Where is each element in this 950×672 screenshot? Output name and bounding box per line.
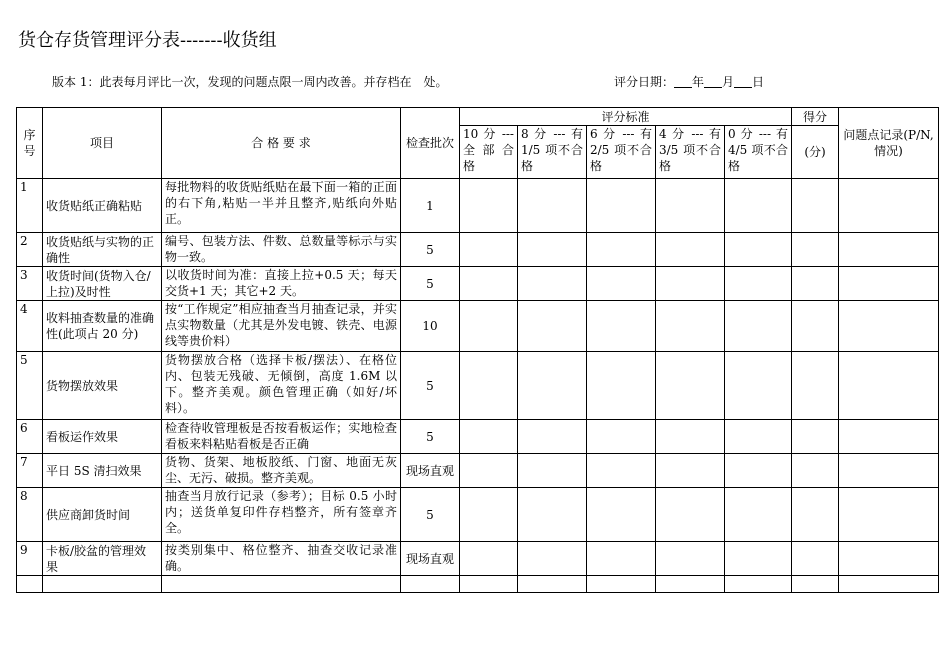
header-requirement: 合 格 要 求 [162,108,401,179]
score-cell[interactable] [518,179,587,233]
blank-cell[interactable] [587,576,656,593]
score-cell[interactable] [725,420,792,454]
table-row [17,488,939,542]
level-6: 6 分 --- 有2/5 项不合格 [587,126,656,179]
blank-cell[interactable] [162,576,401,593]
row-batch: 5 [401,420,460,454]
row-requirement: 货物、货架、地板胶纸、门窗、地面无灰尘、无污、破损。整齐美观。 [162,454,401,488]
score-cell[interactable] [518,542,587,576]
blank-cell[interactable] [656,576,725,593]
row-seq: 4 [17,301,43,352]
score-cell[interactable] [656,420,725,454]
level-0: 0 分 --- 有4/5 项不合格 [725,126,792,179]
table-row [17,352,939,420]
score-cell[interactable] [725,267,792,301]
score-cell[interactable] [725,179,792,233]
blank-cell[interactable] [460,576,518,593]
score-cell[interactable] [518,488,587,542]
header-score: 得分 [792,108,839,126]
row-item: 平日 5S 清扫效果 [43,454,162,488]
table-row [17,301,939,352]
score-cell[interactable] [656,233,725,267]
level-8: 8 分 --- 有1/5 项不合格 [518,126,587,179]
header-seq: 序号 [17,108,43,179]
score-cell[interactable] [792,454,839,488]
score-cell[interactable] [656,267,725,301]
record-cell[interactable] [839,488,939,542]
row-item: 收货贴纸正确粘贴 [43,179,162,233]
page-title: 货仓存货管理评分表-------收货组 [18,30,277,51]
score-cell[interactable] [518,420,587,454]
score-cell[interactable] [792,420,839,454]
row-requirement: 按类别集中、格位整齐、抽查交收记录准确。 [162,542,401,576]
level-4: 4 分 --- 有3/5 项不合格 [656,126,725,179]
row-batch: 现场直观 [401,454,460,488]
row-batch: 5 [401,488,460,542]
blank-cell[interactable] [839,576,939,593]
row-batch: 10 [401,301,460,352]
score-cell[interactable] [460,454,518,488]
record-cell[interactable] [839,454,939,488]
score-cell[interactable] [587,454,656,488]
header-score-standard: 评分标准 [460,108,792,126]
score-cell[interactable] [656,301,725,352]
score-cell[interactable] [725,301,792,352]
score-cell[interactable] [587,267,656,301]
score-date-label: 评分日期： [614,75,675,89]
score-cell[interactable] [725,542,792,576]
score-cell[interactable] [518,233,587,267]
row-requirement: 编号、包装方法、件数、总数量等标示与实物一致。 [162,233,401,267]
row-item: 货物摆放效果 [43,352,162,420]
score-cell[interactable] [792,488,839,542]
blank-cell[interactable] [401,576,460,593]
score-cell[interactable] [656,488,725,542]
row-seq: 2 [17,233,43,267]
header-row-1 [17,108,939,126]
row-batch: 1 [401,179,460,233]
score-cell[interactable] [656,352,725,420]
score-cell[interactable] [518,352,587,420]
score-cell[interactable] [792,233,839,267]
table-row [17,420,939,454]
score-cell[interactable] [587,301,656,352]
year-label: 年 [692,75,705,89]
row-requirement: 每批物料的收货贴纸贴在最下面一箱的正面的右下角,粘贴一半并且整齐,贴纸向外贴正。 [162,179,401,233]
header-score-unit: (分) [792,126,839,179]
row-batch: 5 [401,267,460,301]
score-cell[interactable] [656,179,725,233]
score-cell[interactable] [460,420,518,454]
record-cell[interactable] [839,301,939,352]
score-cell[interactable] [460,233,518,267]
blank-cell[interactable] [518,576,587,593]
row-item: 看板运作效果 [43,420,162,454]
row-item: 收货时间(货物入仓/上拉)及时性 [43,267,162,301]
row-batch: 5 [401,352,460,420]
row-requirement: 以收货时间为准：直接上拉+0.5 天；每天交货+1 天；其它+2 天。 [162,267,401,301]
row-seq: 3 [17,267,43,301]
table-row [17,233,939,267]
record-cell[interactable] [839,267,939,301]
score-cell[interactable] [460,301,518,352]
year-blank [674,75,692,88]
score-cell[interactable] [792,267,839,301]
row-batch: 5 [401,233,460,267]
score-cell[interactable] [725,352,792,420]
row-item: 卡板/胶盆的管理效果 [43,542,162,576]
table-row [17,454,939,488]
record-cell[interactable] [839,352,939,420]
score-cell[interactable] [518,301,587,352]
row-seq: 6 [17,420,43,454]
version-note: 版本 1：此表每月评比一次，发现的问题点限一周内改善。并存档在 处。 [52,75,448,89]
blank-cell[interactable] [792,576,839,593]
score-cell[interactable] [792,301,839,352]
score-cell[interactable] [460,352,518,420]
header-batch: 检查批次 [401,108,460,179]
score-cell[interactable] [792,352,839,420]
score-cell[interactable] [587,352,656,420]
blank-cell[interactable] [17,576,43,593]
blank-cell[interactable] [43,576,162,593]
score-cell[interactable] [518,454,587,488]
header-item: 项目 [43,108,162,179]
score-cell[interactable] [587,233,656,267]
score-cell[interactable] [792,179,839,233]
row-seq: 1 [17,179,43,233]
score-cell[interactable] [587,420,656,454]
row-item: 收料抽查数量的准确性(此项占 20 分) [43,301,162,352]
score-cell[interactable] [587,179,656,233]
table-row [17,542,939,576]
score-cell[interactable] [460,542,518,576]
score-cell[interactable] [656,542,725,576]
score-table [16,107,939,593]
table-row [17,267,939,301]
score-cell[interactable] [587,488,656,542]
score-cell[interactable] [725,233,792,267]
blank-row [17,576,939,593]
day-blank [734,75,752,88]
row-requirement: 按“工作规定”相应抽查当月抽查记录，并实点实物数量（尤其是外发电镀、铁壳、电源线等贵价料） [162,301,401,352]
month-label: 月 [722,75,735,89]
score-cell[interactable] [725,488,792,542]
record-cell[interactable] [839,233,939,267]
score-cell[interactable] [725,454,792,488]
score-cell[interactable] [792,542,839,576]
header-record: 问题点记录(P/N,情况) [839,108,939,179]
blank-cell[interactable] [725,576,792,593]
row-item: 供应商卸货时间 [43,488,162,542]
score-cell[interactable] [460,488,518,542]
row-seq: 8 [17,488,43,542]
record-cell[interactable] [839,179,939,233]
record-cell[interactable] [839,542,939,576]
row-requirement: 检查待收管理板是否按看板运作；实地检查看板来料粘贴看板是否正确 [162,420,401,454]
score-cell[interactable] [518,267,587,301]
row-requirement: 货物摆放合格（选择卡板/摆法）、在格位内、包装无残破、无倾倒，高度 1.6M 以下。整齐美观。颜色管理正确（如好/坏料）。 [162,352,401,420]
row-seq: 5 [17,352,43,420]
score-date [614,73,764,90]
score-cell[interactable] [460,267,518,301]
row-seq: 7 [17,454,43,488]
table-row [17,179,939,233]
score-cell[interactable] [656,454,725,488]
score-cell[interactable] [587,542,656,576]
row-item: 收货贴纸与实物的正确性 [43,233,162,267]
score-cell[interactable] [460,179,518,233]
record-cell[interactable] [839,420,939,454]
row-requirement: 抽查当月放行记录（参考）；目标 0.5 小时内；送货单复印件存档整齐，所有签章齐全。 [162,488,401,542]
row-seq: 9 [17,542,43,576]
day-label: 日 [752,75,765,89]
row-batch: 现场直观 [401,542,460,576]
level-10: 10 分 ---全 部 合格 [460,126,518,179]
month-blank [704,75,722,88]
